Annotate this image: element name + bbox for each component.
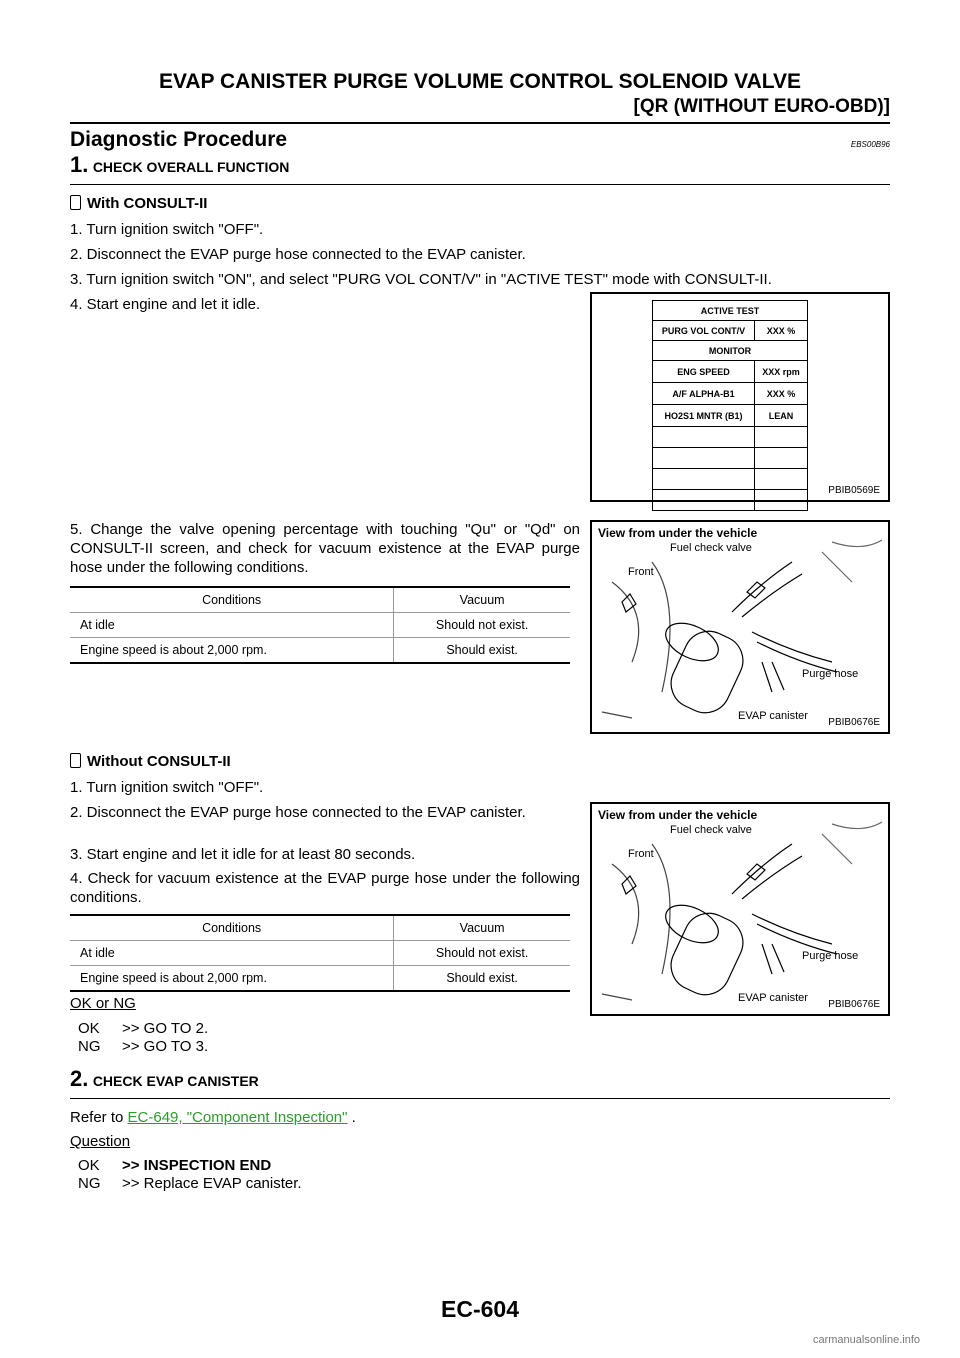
conditions-table-2	[70, 914, 570, 992]
step2-ng-text: >> Replace EVAP canister.	[122, 1175, 302, 1192]
table-row	[70, 613, 570, 638]
table-row	[70, 638, 570, 664]
monitor-heading: MONITOR	[653, 341, 808, 361]
result-ok-label: OK	[78, 1020, 100, 1037]
front-label-2: Front	[628, 848, 654, 860]
ho2s1-value: LEAN	[755, 405, 808, 427]
table-header-row	[70, 915, 570, 941]
watermark: carmanualsonline.info	[812, 1334, 920, 1346]
without-step-2: 2. Disconnect the EVAP purge hose connected to the EVAP canister.	[70, 804, 526, 821]
vacuum-cell: Should not exist.	[394, 941, 570, 966]
step2-question: Question	[70, 1133, 131, 1150]
page-header-title: EVAP CANISTER PURGE VOLUME CONTROL SOLENOID VALVE	[158, 70, 802, 93]
step2-heading	[70, 1066, 259, 1092]
step1-number: 1.	[70, 152, 89, 177]
step1-title: CHECK OVERALL FUNCTION	[92, 159, 290, 175]
canister-label-1: EVAP canister	[738, 710, 808, 722]
fuel-check-label-2: Fuel check valve	[670, 824, 752, 836]
page-number: EC-604	[441, 1296, 519, 1322]
eng-speed-label: ENG SPEED	[653, 361, 755, 383]
table-row	[70, 941, 570, 966]
vehicle-figure-2	[590, 802, 890, 1016]
section-title: Diagnostic Procedure	[70, 128, 288, 151]
step2-ok-label: OK	[78, 1157, 100, 1174]
vacuum-cell: Should exist.	[394, 966, 570, 992]
table-header-row	[70, 587, 570, 613]
front-label-1: Front	[628, 566, 654, 578]
conditions-table-1	[70, 586, 570, 664]
no-tester-icon	[70, 753, 81, 768]
condition-cell: At idle	[70, 613, 394, 638]
result-ok-text: >> GO TO 2.	[122, 1020, 209, 1037]
af-alpha-value: XXX %	[755, 383, 808, 405]
with-step-4: 4. Start engine and let it idle.	[70, 296, 261, 313]
vehicle-caption-1: View from under the vehicle	[598, 526, 758, 540]
vehicle-caption-2: View from under the vehicle	[598, 808, 758, 822]
consult-figure-code: PBIB0569E	[828, 485, 880, 496]
component-inspection-link[interactable]: EC-649, "Component Inspection"	[127, 1109, 348, 1126]
step1-rule	[70, 184, 890, 185]
step2-title: CHECK EVAP CANISTER	[92, 1073, 259, 1089]
step1-heading	[70, 152, 289, 178]
vehicle-figure-code-1: PBIB0676E	[828, 717, 880, 728]
with-step-2: 2. Disconnect the EVAP purge hose connected to the EVAP canister.	[70, 246, 526, 263]
step2-result-ok	[78, 1156, 271, 1175]
ho2s1-label: HO2S1 MNTR (B1)	[653, 405, 755, 427]
vacuum-cell: Should not exist.	[394, 613, 570, 638]
purge-hose-label-1: Purge hose	[802, 668, 859, 680]
page-header-subtitle: [QR (WITHOUT EURO-OBD)]	[633, 96, 890, 117]
canister-label-2: EVAP canister	[738, 992, 808, 1004]
without-step-3: 3. Start engine and let it idle for at least 80 seconds.	[70, 846, 416, 863]
without-consult-text: Without CONSULT-II	[87, 753, 231, 770]
without-consult-label	[70, 752, 231, 771]
with-consult-text: With CONSULT-II	[87, 195, 208, 212]
table-row	[70, 966, 570, 992]
consult-tester-icon	[70, 195, 81, 210]
step2-ok-text: >> INSPECTION END	[122, 1157, 272, 1174]
step2-number: 2.	[70, 1066, 89, 1091]
vacuum-header: Vacuum	[394, 915, 570, 941]
conditions-header: Conditions	[70, 587, 394, 613]
without-step-1: 1. Turn ignition switch "OFF".	[70, 779, 264, 796]
purg-vol-value: XXX %	[755, 321, 808, 341]
condition-cell: Engine speed is about 2,000 rpm.	[70, 966, 394, 992]
step1-result-ng	[78, 1037, 208, 1056]
vehicle-figure-code-2: PBIB0676E	[828, 999, 880, 1010]
active-test-table	[652, 300, 808, 511]
vacuum-cell: Should exist.	[394, 638, 570, 664]
condition-cell: Engine speed is about 2,000 rpm.	[70, 638, 394, 664]
consult-screen-figure	[590, 292, 890, 502]
refer-suffix: .	[347, 1109, 356, 1126]
step2-result-ng	[78, 1174, 302, 1193]
with-step-1: 1. Turn ignition switch "OFF".	[70, 221, 264, 238]
step1-result-ok	[78, 1019, 208, 1038]
result-ng-label: NG	[78, 1038, 101, 1055]
with-step-5: 5. Change the valve opening percentage with touching "Qu" or "Qd" on CONSULT-II screen, and check for vacuum existence at the EVAP purge hose under the following conditions.	[70, 521, 580, 576]
result-ng-text: >> GO TO 3.	[122, 1038, 209, 1055]
vacuum-header: Vacuum	[394, 587, 570, 613]
with-consult-label	[70, 194, 207, 213]
condition-cell: At idle	[70, 941, 394, 966]
step2-refer	[70, 1108, 356, 1127]
active-test-heading: ACTIVE TEST	[653, 301, 808, 321]
ok-ng-question: OK or NG	[70, 995, 136, 1012]
without-step-4: 4. Check for vacuum existence at the EVAP purge hose under the following conditions.	[70, 870, 580, 906]
vehicle-figure-1	[590, 520, 890, 734]
section-code: EBS00B96	[850, 140, 890, 149]
step2-rule	[70, 1098, 890, 1099]
eng-speed-value: XXX rpm	[755, 361, 808, 383]
purg-vol-label: PURG VOL CONT/V	[653, 321, 755, 341]
refer-prefix: Refer to	[70, 1109, 128, 1126]
af-alpha-label: A/F ALPHA-B1	[653, 383, 755, 405]
conditions-header: Conditions	[70, 915, 394, 941]
header-rule	[70, 122, 890, 124]
fuel-check-label-1: Fuel check valve	[670, 542, 752, 554]
with-step-3: 3. Turn ignition switch "ON", and select "PURG VOL CONT/V" in "ACTIVE TEST" mode with CONSULT-II.	[70, 271, 772, 288]
purge-hose-label-2: Purge hose	[802, 950, 859, 962]
step2-ng-label: NG	[78, 1175, 101, 1192]
